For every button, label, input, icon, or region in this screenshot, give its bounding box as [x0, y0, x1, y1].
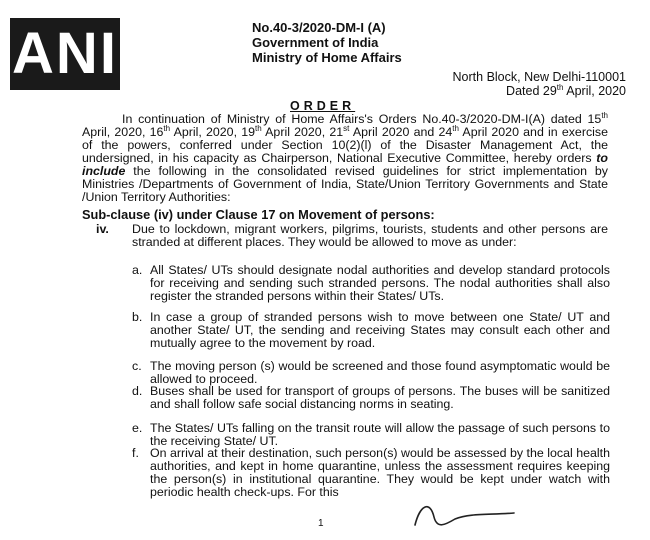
list-item: [132, 447, 610, 499]
signature-image: [410, 495, 520, 535]
document-header: [252, 20, 512, 65]
point-text: Due to lockdown, migrant workers, pilgrims, tourists, students and other persons are stranded at different places. They would be allowed to move as under:: [132, 222, 608, 249]
ani-logo-text: ANI: [12, 21, 118, 86]
item-text: The States/ UTs falling on the transit route will allow the passage of such persons to the receiving State/ UT.: [150, 421, 610, 448]
order-date: Dated 29th April, 2020: [506, 82, 626, 98]
subclause-heading: Sub-clause (iv) under Clause 17 on Movement of persons:: [82, 207, 435, 222]
emphasis-text: to include: [82, 151, 608, 178]
item-text: All States/ UTs should designate nodal authorities and develop standard protocols for receiving and sending such stranded persons. The nodal authorities shall also register the stranded persons within their States/ UTs.: [150, 263, 610, 303]
address-block: [366, 70, 626, 98]
item-letter: f.: [132, 446, 139, 460]
list-item: [132, 422, 610, 448]
list-item: [132, 264, 610, 303]
ani-logo: [10, 18, 120, 90]
item-text: In case a group of stranded persons wish to move between one State/ UT and another State/ UT, the sending and receiving States may consult each other and mutually agree to the movement by road.: [150, 310, 610, 350]
point-number: iv.: [96, 222, 109, 236]
item-letter: d.: [132, 384, 143, 398]
intro-paragraph: In continuation of Ministry of Home Affairs's Orders No.40-3/2020-DM-I(A) dated 15th April, 2020, 16th April, 2020, 19th April 2020, 21st April 2020 and 24th April 2020 and in exercise of the powers, conferred under Section 10(2)(l) of the Disaster Management Act, the undersigned, in his capacity as Chairperson, National Executive Committee, hereby orders to include the following in the consolidated revised guidelines for strict implementation by Ministries /Departments of Government of India, State/Union Territory Governments and State /Union Territory Authorities:: [82, 110, 608, 204]
list-item: [132, 311, 610, 350]
item-text: On arrival at their destination, such person(s) would be assessed by the local health authorities, and kept in home quarantine, unless the assessment requires keeping the person(s) in institutional quarantine. They would be kept under watch with periodic health check-ups. For this: [150, 446, 610, 499]
order-number: No.40-3/2020-DM-I (A): [252, 20, 386, 35]
address-place: North Block, New Delhi-110001: [452, 70, 626, 84]
item-letter: b.: [132, 310, 143, 324]
list-item: [132, 360, 610, 386]
government-name: Government of India: [252, 35, 379, 50]
item-letter: c.: [132, 359, 142, 373]
item-letter: a.: [132, 263, 143, 277]
item-text: The moving person (s) would be screened and those found asymptomatic would be allowed to proceed.: [150, 359, 610, 386]
page-number: 1: [318, 518, 324, 529]
item-text: Buses shall be used for transport of groups of persons. The buses will be sanitized and shall follow safe social distancing norms in seating.: [150, 384, 610, 411]
clause-point: [82, 223, 608, 249]
order-title: ORDER: [290, 99, 356, 113]
ministry-name: Ministry of Home Affairs: [252, 50, 402, 65]
item-letter: e.: [132, 421, 143, 435]
list-item: [132, 385, 610, 411]
